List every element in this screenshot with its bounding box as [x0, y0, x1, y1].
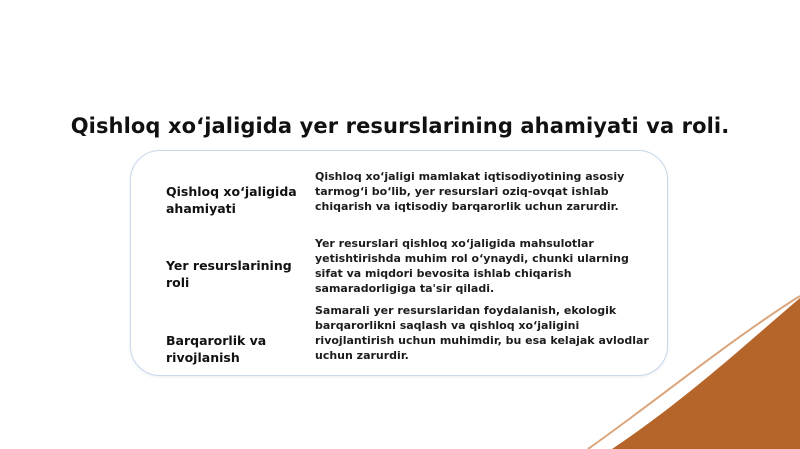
row-label-sustainability: Barqarorlik va rivojlanish: [166, 333, 267, 365]
row-label-role: Yer resurslarining roli: [166, 258, 292, 290]
row-label-importance: Qishloq xo‘jaligida ahamiyati: [166, 184, 297, 216]
row-description-importance: Qishloq xo‘jaligi mamlakat iqtisodiyotining asosiy tarmog‘i bo‘lib, yer resurslari oziq-ovqat ishlab chiqarish va iqtisodiy barqarorlik uchun zarurdir.: [315, 170, 625, 213]
row-description-sustainability: Samarali yer resurslaridan foydalanish, ekologik barqarorlikni saqlash va qishloq xo‘jaligini rivojlantirish uchun muhimdir, bu esa kelajak avlodlar uchun zarurdir.: [315, 304, 649, 362]
slide-title: Qishloq xo‘jaligida yer resurslarining ahamiyati va roli.: [70, 114, 730, 138]
row-description-role: Yer resurslari qishloq xo‘jaligida mahsulotlar yetishtirishda muhim rol o‘ynaydi, chunki ularning sifat va miqdori bevosita ishlab chiqarish samaradorligiga ta'sir qiladi.: [315, 237, 629, 295]
